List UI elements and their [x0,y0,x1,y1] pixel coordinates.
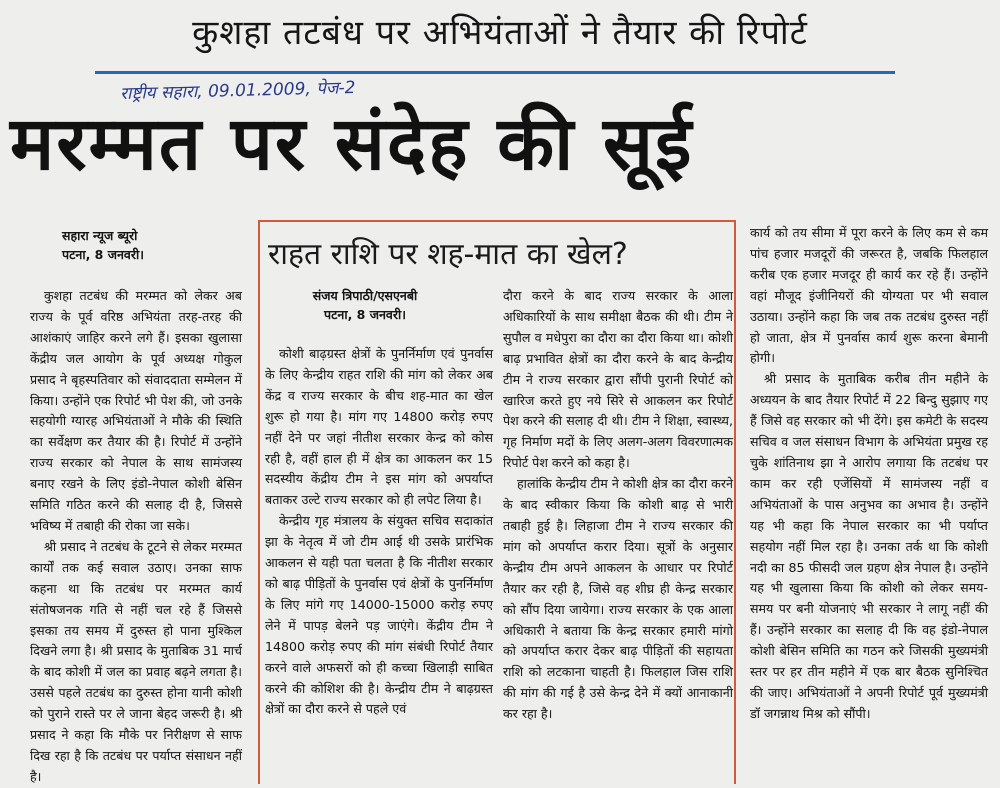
main-story-paragraph: श्री प्रसाद के मुताबिक करीब तीन महीने के अध्ययन के बाद तैयार रिपोर्ट में 22 बिन्दु सुझाए गए हैं जिसे वह सरकार को भी देंगे। इस कमेटी के सदस्य सचिव व जल संसाधन विभाग के अभियंता प्रमुख रह चुके शांतिनाथ झा ने आरोप लगाया कि तटबंध पर काम कर रही एजेंसियों में सामंजस्य नहीं व अभियंताओं के पास अनुभव का अभाव है। उन्होंने यह भी कहा कि नेपाल सरकार का भी पर्याप्त सहयोग नहीं मिल रहा है। उनका तर्क था कि कोशी नदी का 85 फीसदी जल ग्रहण क्षेत्र नेपाल है। उन्होंने यह भी खुलासा किया कि कोशी को लेकर समय-समय पर बनी योजनाएं भी सरकार ने लागू नहीं की हैं। उन्होंने सरकार का सलाह दी कि वह इंडो-नेपाल कोशी बेसिन समिति का गठन करे जिसकी मुख्यमंत्री स्तर पर हर तीन महीने में एक बार बैठक सुनिश्चित की जाए। अभियंताओं ने अपनी रिपोर्ट पूर्व मुख्यमंत्री डॉ जगन्नाथ मिश्र को सौंपी। [750,371,988,721]
main-story-column-2 [750,223,988,725]
main-headline: मरम्मत पर संदेह की सूई [10,101,694,187]
boxed-story-column-1 [265,344,493,720]
kicker-headline: कुशहा तटबंध पर अभियंताओं ने तैयार की रिपोर्ट [192,13,808,53]
boxed-story-paragraph: दौरा करने के बाद राज्य सरकार के आला अधिकारियों के साथ समीक्षा बैठक की थी। टीम ने सुपौल व मधेपुरा का दौरा का दौरा किया था। कोशी बाढ़ प्रभावित क्षेत्रों का दौरा करने के बाद केन्द्रीय टीम ने राज्य सरकार द्वारा सौंपी पुरानी रिपोर्ट को खारिज करते हुए नये सिरे से आकलन कर रिपोर्ट पेश करने की सलाह दी थी। टीम ने शिक्षा, स्वास्थ्य, गृह निर्माण मदों के लिए अलग-अलग विवरणात्मक रिपोर्ट पेश करने को कहा है। [503,288,733,471]
main-story-byline: सहारा न्यूज ब्यूरो पटना, 8 जनवरी। [62,228,144,262]
main-story-paragraph: श्री प्रसाद ने तटबंध के टूटने से लेकर मरम्मत कार्यों तक कई सवाल उठाए। उनका साफ कहना था कि तटबंध पर मरम्मत कार्य संतोषजनक गति से नहीं चल रहे हैं जिससे इसका तय समय में दुरुस्त हो पाना मुश्किल दिखने लगा है। श्री प्रसाद के मुताबिक 31 मार्च के बाद कोशी में जल का प्रवाह बढ़ने लगता है। उससे पहले तटबंध का दुरुस्त होना यानी कोशी को पुराने रास्ते पर ले जाना बेहद जरूरी है। श्री प्रसाद ने कहा कि मौके पर निरीक्षण से साफ दिख रहा है कि तटबंध पर पर्याप्त संसाधन नहीं है। [30,538,242,784]
boxed-story-paragraph: हालांकि केन्द्रीय टीम ने कोशी क्षेत्र का दौरा करने के बाद स्वीकार किया कि कोशी बाढ़ से भारी तबाही हुई है। लिहाजा टीम ने राज्य सरकार की मांग को अपर्याप्त करार दिया। सूत्रों के अनुसार केन्द्रीय टीम अपने आकलन के आधार पर रिपोर्ट तैयार कर रही है, जिसे वह शीघ्र ही केन्द्र सरकार को सौंप दिया जायेगा। राज्य सरकार के एक आला अधिकारी ने बताया कि केन्द्र सरकार हमारी मांगो को अपर्याप्त करार देकर बाढ़ पीड़ितों की सहायता राशि को लटकाना चाहती है। फिलहाल जिस राशि की मांग की गई है उसे केन्द्र देने में क्यों आनाकानी कर रहा है। [503,476,733,722]
handwritten-source-note: राष्ट्रीय सहारा, 09.01.2009, पेज-2 [119,77,356,105]
main-story-column-1 [30,228,242,788]
boxed-story-byline: संजय त्रिपाठी/एसएनबी पटना, 8 जनवरी। [312,288,418,322]
main-story-paragraph: कुशहा तटबंध की मरम्मत को लेकर अब राज्य के पूर्व वरिष्ठ अभियंता तरह-तरह की आशंकाएं जाहिर करने लगे हैं। इसका खुलासा केंद्रीय जल आयोग के पूर्व अध्यक्ष गोकुल प्रसाद ने बृहस्पतिवार को संवाददाता सम्मेलन में किया। उन्होंने एक रिपोर्ट भी पेश की, जो उनके सहयोगी ग्यारह अभियंताओं ने मौके की स्थिति का सर्वेक्षण कर तैयार की है। रिपोर्ट में उन्होंने राज्य सरकार को नेपाल के साथ सामंजस्य बनाए रखने के लिए इंडो-नेपाल कोशी बेसिन समिति गठित करने की सलाह दी है, जिससे भविष्य में तबाही की रोका जा सके। [30,288,242,533]
boxed-story-headline: राहत राशि पर शह-मात का खेल? [268,237,628,272]
boxed-story-column-2 [503,286,733,725]
boxed-story-paragraph: केन्द्रीय गृह मंत्रालय के संयुक्त सचिव सदाकांत झा के नेतृत्व में जो टीम आई थी उसके प्रारंभिक आकलन से यही पता चलता है कि नीतीश सरकार को बाढ़ पीड़ितों के पुनर्वास एवं क्षेत्रों के पुनर्निर्माण के लिए मांगे गए 14000-15000 करोड़ रुपए लेने में पापड़ बेलने पड़ जाएंगे। केंद्रीय टीम ने 14800 करोड़ रुपए की मांग संबंधी रिपोर्ट तैयार करने वाले अफसरों को ही कच्चा खिलाड़ी साबित करने की कोशिश की है। केन्द्रीय टीम ने बाढ़ग्रस्त क्षेत्रों का दौरा करने से पहले एवं [265,513,493,717]
main-story-paragraph: कार्य को तय सीमा में पूरा करने के लिए कम से कम पांच हजार मजदूरों की जरूरत है, जबकि फिलहाल करीब एक हजार मजदूर ही कार्य कर रहे हैं। उन्होंने वहां मौजूद इंजीनियरों की योग्यता पर भी सवाल उठाया। उन्होंने कहा कि जब तक तटबंध दुरुस्त नहीं हो जाता, क्षेत्र में पुनर्वास कार्य शुरू करना बेमानी होगी। [750,225,988,366]
boxed-story-paragraph: कोशी बाढ़ग्रस्त क्षेत्रों के पुनर्निर्माण एवं पुनर्वास के लिए केन्द्रीय राहत राशि की मांग को लेकर अब केंद्र व राज्य सरकार के बीच शह-मात का खेल शुरू हो गया है। मांग गए 14800 करोड़ रुपए नहीं देने पर जहां नीतीश सरकार केन्द्र को कोस रही है, वहीं हाल ही में क्षेत्र का आकलन कर 15 सदस्यीय केंद्रीय टीम ने इस मांग को अपर्याप्त बताकर उल्टे राज्य सरकार को ही लपेट लिया है। [265,346,493,508]
headline-rule [95,71,895,74]
